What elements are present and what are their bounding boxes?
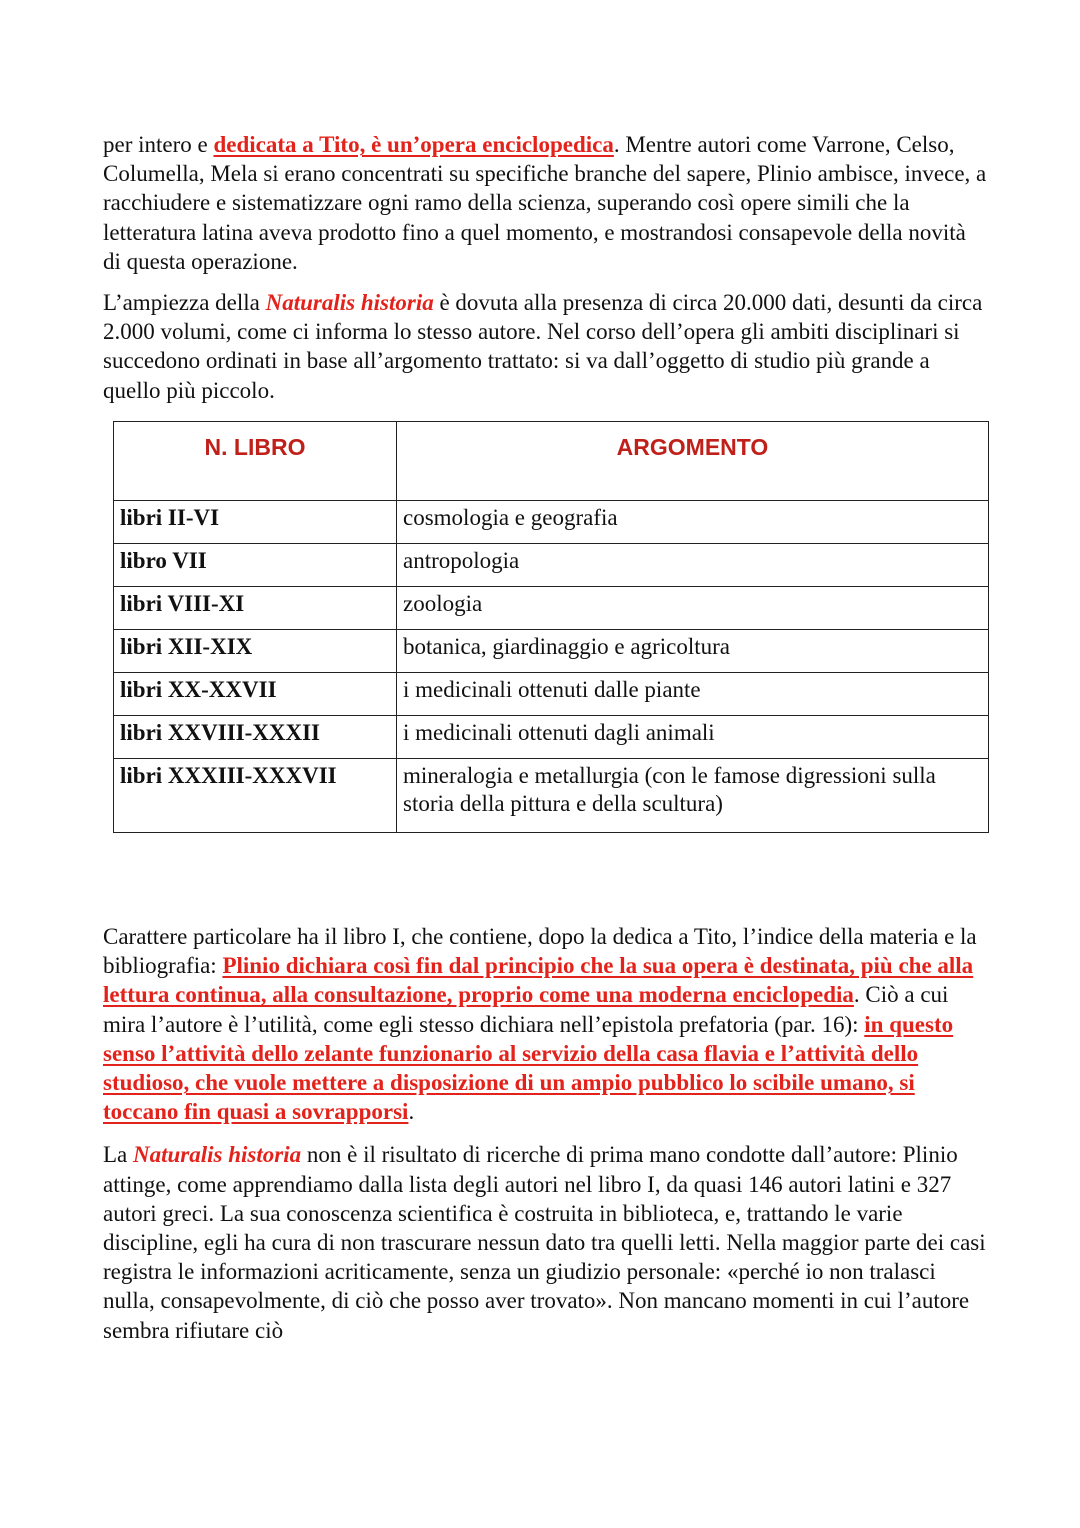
body-section	[103, 922, 988, 1345]
text-span: La	[103, 1142, 134, 1168]
book-cell: libri XXVIII-XXXII	[114, 716, 397, 759]
book-cell: libro VII	[114, 544, 397, 587]
book-cell: libri XXXIII-XXXVII	[114, 759, 397, 833]
text-span: Carattere particolare ha il libro I, che contiene, dopo la dedica a Tito, l’indice della materia e la bibliografia:	[103, 924, 977, 979]
topic-cell: cosmologia e geografia	[397, 501, 989, 544]
table-row	[114, 544, 989, 587]
topic-cell: mineralogia e metallurgia (con le famose digressioni sulla storia della pittura e della scultura)	[397, 759, 989, 833]
book-cell: libri XX-XXVII	[114, 673, 397, 716]
table-row	[114, 630, 989, 673]
work-title: Naturalis historia	[265, 290, 434, 316]
book-cell: libri VIII-XI	[114, 587, 397, 630]
highlight-text: in questo senso l’attività dello zelante funzionario al servizio della casa flavia e l’attività dello studioso, che vuole mettere a disposizione di un ampio pubblico lo scibile umano, si toccano fin quasi a sovrapporsi	[103, 1011, 954, 1125]
paragraph-intro	[103, 130, 988, 276]
topic-cell: i medicinali ottenuti dagli animali	[397, 716, 989, 759]
topic-cell: antropologia	[397, 544, 989, 587]
text-span: non è il risultato di ricerche di prima mano condotte dall’autore: Plinio attinge, come apprendiamo dalla lista degli autori nel libro I, da quasi 146 autori latini e 327 autori greci. La sua conoscenza scientifica è costruita in biblioteca, e, trattando le varie discipline, egli ha cura di non trascurare nessun dato tra quelli letti. Nella maggior parte dei casi registra le informazioni acriticamente, senza un giudizio personale: «perché io non tralasci nulla, consapevolmente, di ciò che posso aver trovato». Non mancano momenti in cui l’autore sembra rifiutare ciò	[103, 1142, 986, 1343]
intro-section	[103, 130, 988, 417]
table-row	[114, 587, 989, 630]
header-book: N. LIBRO	[114, 422, 397, 501]
book-cell: libri XII-XIX	[114, 630, 397, 673]
topic-cell: i medicinali ottenuti dalle piante	[397, 673, 989, 716]
work-title: Naturalis historia	[133, 1142, 302, 1168]
paragraph-book-one	[103, 922, 988, 1126]
text-span: per intero e	[103, 132, 214, 157]
text-span: .	[408, 1099, 415, 1125]
text-span: . Mentre autori come Varrone, Celso, Columella, Mela si erano concentrati su specifiche branche del sapere, Plinio ambisce, invece, a racchiudere e sistematizzare ogni ramo della scienza, superando così opere simili che la letteratura latina aveva prodotto fino a quel momento, e mostrandosi consapevole della novità di questa operazione.	[103, 132, 987, 274]
books-table	[113, 421, 989, 833]
highlight-text: dedicata a Tito, è un’opera enciclopedica	[213, 132, 614, 157]
text-span: è dovuta alla presenza di circa 20.000 dati, desunti da circa 2.000 volumi, come ci informa lo stesso autore. Nel corso dell’opera gli ambiti disciplinari si succedono ordinati in base all’argomento trattato: si va dall’oggetto di studio più grande a quello più piccolo.	[103, 290, 983, 403]
topic-cell: botanica, giardinaggio e agricoltura	[397, 630, 989, 673]
table-row	[114, 716, 989, 759]
book-cell: libri II-VI	[114, 501, 397, 544]
topic-cell: zoologia	[397, 587, 989, 630]
table-row	[114, 501, 989, 544]
table-row	[114, 759, 989, 833]
table-header-row	[114, 422, 989, 501]
text-span: L’ampiezza della	[103, 290, 266, 316]
header-topic: ARGOMENTO	[397, 422, 989, 501]
highlight-text: Plinio dichiara così fin dal principio che la sua opera è destinata, più che alla lettura continua, alla consultazione, proprio come una moderna enciclopedia	[103, 953, 974, 1008]
paragraph-scope	[103, 288, 988, 405]
text-span: . Ciò a cui mira l’autore è l’utilità, come egli stesso dichiara nell’epistola prefatoria (par. 16):	[103, 982, 949, 1037]
paragraph-sources	[103, 1140, 988, 1344]
table-row	[114, 673, 989, 716]
